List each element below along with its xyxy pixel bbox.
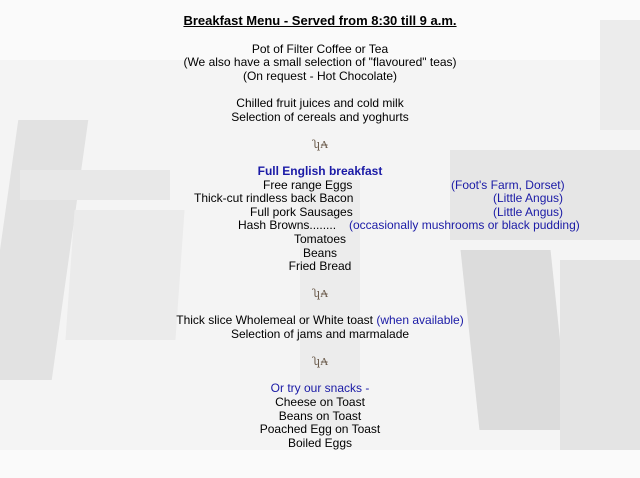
- separator-ornament-icon: ʮ₳: [311, 355, 329, 369]
- item-note: (Little Angus): [493, 204, 564, 219]
- item-name: Hash Browns........: [238, 218, 337, 233]
- separator-ornament-icon: ʮ₳: [311, 287, 329, 301]
- english-item-eggs: [0, 179, 640, 193]
- full-english-heading: Full English breakfast: [257, 163, 383, 178]
- english-item-tomatoes: Tomatoes: [293, 231, 347, 246]
- cold-line-2: Selection of cereals and yoghurts: [231, 109, 409, 124]
- snack-item: Beans on Toast: [278, 408, 362, 423]
- english-item-sausages: [0, 206, 640, 220]
- item-note: (Foot's Farm, Dorset): [451, 177, 565, 192]
- english-item-bacon: [0, 192, 640, 206]
- toast-note: (when available): [376, 313, 464, 328]
- cold-line-1: Chilled fruit juices and cold milk: [236, 95, 404, 110]
- snack-item: Poached Egg on Toast: [259, 422, 381, 437]
- drinks-line-2: (We also have a small selection of "flavoured" teas): [183, 55, 457, 70]
- toast-line-1: [0, 314, 640, 328]
- english-item-hash-browns: [0, 219, 640, 233]
- snacks-heading: Or try our snacks -: [270, 381, 370, 396]
- english-item-beans: Beans: [302, 245, 338, 260]
- item-note: (occasionally mushrooms or black pudding): [349, 218, 580, 233]
- english-item-fried-bread: Fried Bread: [288, 259, 352, 274]
- snack-item: Cheese on Toast: [275, 395, 365, 410]
- item-name: Free range Eggs: [263, 177, 353, 192]
- snack-item: Boiled Eggs: [287, 435, 353, 450]
- toast-line-2: Selection of jams and marmalade: [230, 327, 410, 342]
- separator-ornament-icon: ʮ₳: [311, 137, 329, 151]
- menu-title: Breakfast Menu - Served from 8:30 till 9 a.m.: [183, 13, 457, 28]
- drinks-line-1: Pot of Filter Coffee or Tea: [251, 41, 389, 56]
- drinks-line-3: (On request - Hot Chocolate): [242, 68, 398, 83]
- item-note: (Little Angus): [493, 191, 564, 206]
- toast-text: Thick slice Wholemeal or White toast: [176, 313, 373, 328]
- item-name: Thick-cut rindless back Bacon: [194, 191, 354, 206]
- item-name: Full pork Sausages: [250, 204, 353, 219]
